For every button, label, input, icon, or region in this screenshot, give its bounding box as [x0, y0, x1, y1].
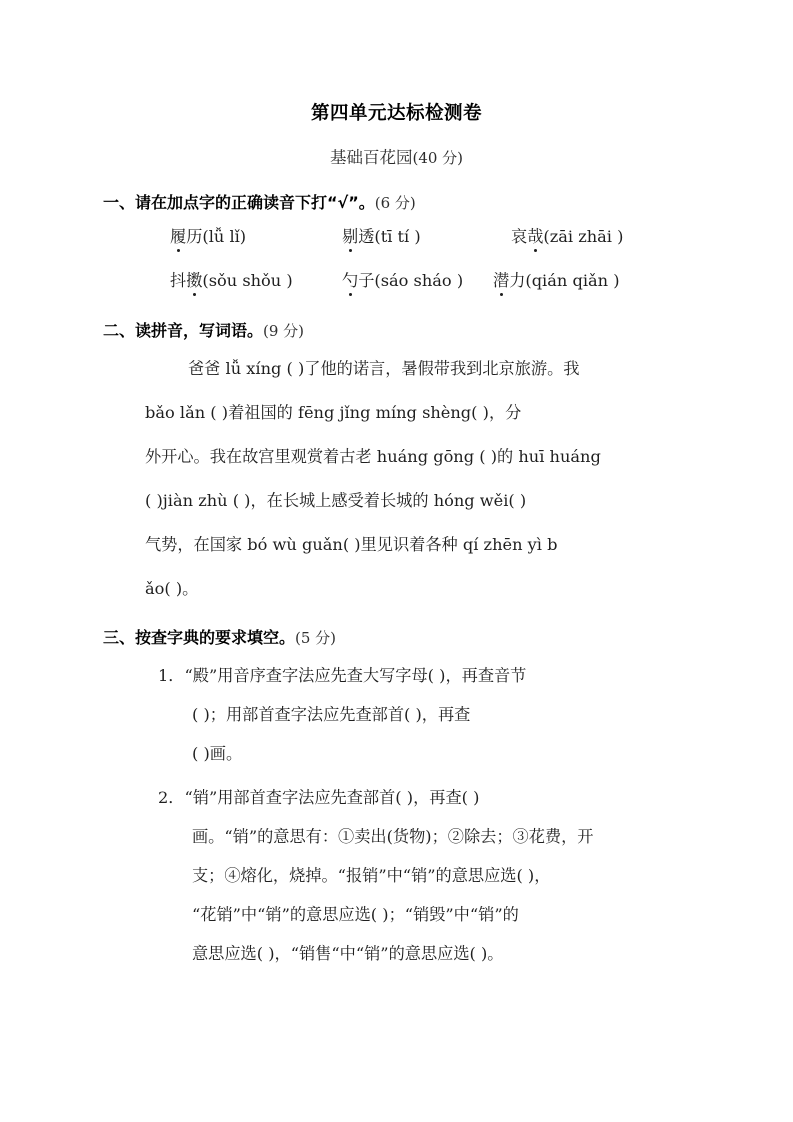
fill-blank-line[interactable]: ǎo( )。	[145, 579, 199, 598]
dotted-character: 擞	[186, 271, 203, 290]
pinyin-options[interactable]: (sǒu shǒu )	[202, 271, 293, 290]
section-one-heading	[103, 190, 416, 213]
dictionary-question-line[interactable]: 画。“销”的意思有：①卖出(货物)；②除去；③花费，开	[192, 827, 594, 846]
word-rest: 历	[186, 227, 203, 246]
pinyin-options[interactable]: (lǚ lǐ)	[202, 227, 247, 246]
pinyin-choice-item[interactable]	[342, 273, 463, 289]
pinyin-options[interactable]: (zāi zhāi )	[543, 227, 624, 246]
dictionary-question-line[interactable]: 支；④熔化，烧掉。“报销”中“销”的意思应选( )，	[192, 866, 551, 885]
section-three-heading	[103, 625, 336, 648]
dictionary-question-line[interactable]: 意思应选( )，“销售“中“销”的意思应选( )。	[192, 944, 504, 963]
pinyin-choice-item[interactable]	[170, 229, 246, 245]
word-rest: 透	[358, 227, 375, 246]
dictionary-question-line[interactable]: 1．“殿”用音序查字法应先查大写字母( )，再查音节	[158, 666, 527, 685]
section-two-heading-score: (9 分)	[263, 322, 305, 340]
dictionary-question-line[interactable]: 2．“销”用部首查字法应先查部首( )，再查( )	[158, 788, 480, 807]
subtitle-score: (40 分)	[412, 149, 464, 167]
dotted-character: 履	[170, 227, 187, 246]
pinyin-options[interactable]: (sáo sháo )	[374, 271, 464, 290]
pinyin-choice-item[interactable]	[511, 229, 623, 245]
section-two-heading-text: 二、读拼音，写词语。	[103, 321, 264, 340]
word-lead: 抖	[170, 271, 187, 290]
dotted-character: 潜	[493, 271, 510, 290]
section-three-heading-score: (5 分)	[295, 629, 337, 647]
dictionary-question-line[interactable]: “花销”中“销”的意思应选( )；“销毁”中“销”的	[192, 905, 519, 924]
pinyin-choice-item[interactable]	[342, 229, 421, 245]
dotted-character: 哉	[527, 227, 544, 246]
page-title: 第四单元达标检测卷	[310, 103, 482, 124]
section-one-heading-score: (6 分)	[374, 194, 416, 212]
section-two-heading	[103, 318, 304, 341]
paper-subtitle	[0, 144, 793, 168]
fill-blank-line[interactable]: 外开心。我在故宫里观赏着古老 huáng gōng ( )的 huī huáng	[145, 447, 601, 466]
pinyin-options[interactable]: (tī tí )	[374, 227, 421, 246]
dictionary-question-line[interactable]: ( )画。	[192, 744, 243, 763]
dotted-character: 剔	[342, 227, 359, 246]
section-one-heading-text: 一、请在加点字的正确读音下打“√”。	[103, 193, 375, 212]
dotted-character: 勺	[342, 271, 359, 290]
section-three-heading-text: 三、按查字典的要求填空。	[103, 628, 296, 647]
word-rest: 力	[509, 271, 526, 290]
pinyin-options[interactable]: (qián qiǎn )	[525, 271, 620, 290]
word-lead: 哀	[511, 227, 528, 246]
fill-blank-line[interactable]: 爸爸 lǚ xíng ( )了他的诺言，暑假带我到北京旅游。我	[188, 359, 580, 378]
fill-blank-line[interactable]: bǎo lǎn ( )着祖国的 fēng jǐng míng shèng( )，分	[145, 403, 522, 422]
subtitle-label: 基础百花园	[329, 148, 413, 167]
pinyin-choice-item[interactable]	[170, 273, 293, 289]
pinyin-choice-item[interactable]	[493, 273, 620, 289]
fill-blank-line[interactable]: ( )jiàn zhù ( )，在长城上感受着长城的 hóng wěi( )	[145, 491, 527, 510]
dictionary-question-line[interactable]: ( )；用部首查字法应先查部首( )，再查	[192, 705, 471, 724]
fill-blank-line[interactable]: 气势，在国家 bó wù guǎn( )里见识着各种 qí zhēn yì b	[145, 535, 558, 554]
word-rest: 子	[358, 271, 375, 290]
